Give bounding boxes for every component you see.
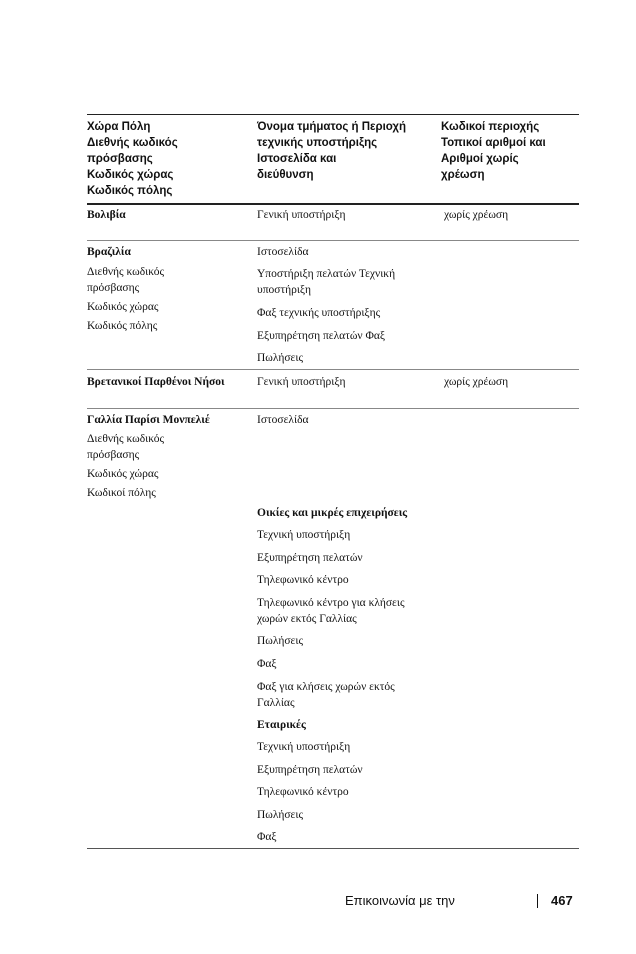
header-text: χρέωση [441,169,485,181]
header-text: Αριθμοί χωρίς [441,153,519,165]
service-name: Πωλήσεις [257,635,304,647]
service-name: Ιστοσελίδα [257,414,309,426]
header-text: πρόσβασης [87,153,153,165]
service-name: Τηλεφωνικό κέντρο για κλήσεις [257,597,405,609]
header-text: διεύθυνση [257,169,314,181]
footer-divider [537,894,538,908]
header-text: Ιστοσελίδα και [257,153,337,165]
header-text: Τοπικοί αριθμοί και [441,137,546,149]
country-name: Γαλλία Παρίσι Μονπελιέ [87,414,210,426]
service-name: Πωλήσεις [257,352,304,364]
service-name: Γαλλίας [257,697,295,709]
service-name: Γενική υποστήριξη [257,376,346,388]
header-text: Κωδικός χώρας [87,169,174,181]
header-col-country [87,119,178,199]
service-name: Εξυπηρέτηση πελατών Φαξ [257,330,386,342]
service-name: Τηλεφωνικό κέντρο [257,574,349,586]
number-value: χωρίς χρέωση [444,376,509,388]
header-text: Όνομα τμήματος ή Περιοχή [257,121,407,133]
service-name: Φαξ για κλήσεις χωρών εκτός [257,681,395,693]
table-header [87,114,579,205]
table-row-brazil [87,240,579,370]
service-name: χωρών εκτός Γαλλίας [257,613,357,625]
country-sub: Κωδικοί πόλης [87,487,156,499]
service-name: Φαξ τεχνικής υποστήριξης [257,307,381,319]
header-text: Διεθνής κωδικός [87,137,178,149]
table-row-france [87,408,579,849]
service-name: Τηλεφωνικό κέντρο [257,786,349,798]
header-text: τεχνικής υποστήριξης [257,137,378,149]
number-value: χωρίς χρέωση [444,209,509,221]
service-name: Φαξ [257,831,277,843]
table-row-bolivia [87,202,579,241]
table-row-bvi [87,369,579,409]
section-heading-home: Οικίες και μικρές επιχειρήσεις [257,507,408,519]
service-name: Φαξ [257,658,277,670]
service-name: Τεχνική υποστήριξη [257,529,351,541]
footer-title: Επικοινωνία με την [345,893,455,908]
country-name: Βρετανικοί Παρθένοι Νήσοι [87,376,225,388]
service-name: Εξυπηρέτηση πελατών [257,764,363,776]
service-name: Υποστήριξη πελατών Τεχνική [257,268,396,280]
header-col-service [257,119,406,183]
service-name: Πωλήσεις [257,809,304,821]
country-sub: Διεθνής κωδικός [87,266,165,278]
page-number: 467 [551,893,573,908]
service-name: υποστήριξη [257,284,312,296]
header-text: Χώρα Πόλη [87,121,151,133]
header-col-numbers [441,119,546,183]
country-name: Βολιβία [87,209,126,221]
service-name: Γενική υποστήριξη [257,209,346,221]
country-sub: πρόσβασης [87,449,140,461]
service-name: Τεχνική υποστήριξη [257,741,351,753]
country-sub: Διεθνής κωδικός [87,433,165,445]
country-sub: Κωδικός πόλης [87,320,158,332]
header-text: Κωδικοί περιοχής [441,121,540,133]
country-sub: Κωδικός χώρας [87,301,159,313]
country-sub: Κωδικός χώρας [87,468,159,480]
country-sub: πρόσβασης [87,282,140,294]
service-name: Ιστοσελίδα [257,246,309,258]
service-name: Εξυπηρέτηση πελατών [257,552,363,564]
section-heading-corporate: Εταιρικές [257,719,306,731]
header-text: Κωδικός πόλης [87,185,173,197]
country-name: Βραζιλία [87,246,131,258]
